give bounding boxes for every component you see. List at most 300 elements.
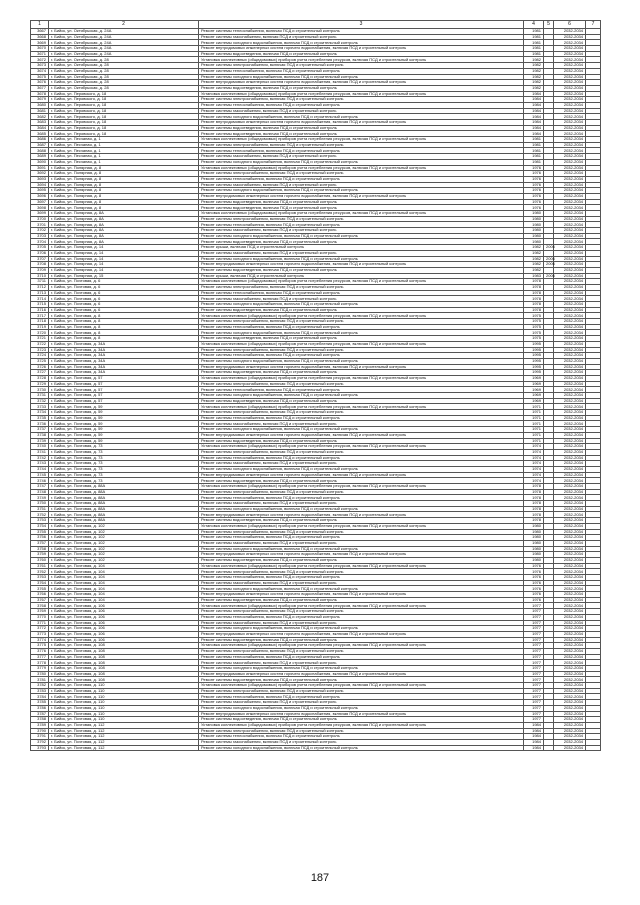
planned-period-cell: 2032-2034 bbox=[554, 216, 586, 222]
row-number-cell: 3732 bbox=[31, 398, 49, 404]
row-number-cell: 3677 bbox=[31, 85, 49, 91]
year-built-cell: 1976 bbox=[524, 193, 544, 199]
column-number: 2 bbox=[49, 21, 199, 29]
row-number-cell: 3735 bbox=[31, 415, 49, 421]
year-built-cell: 1980 bbox=[524, 523, 544, 529]
address-cell: г. Бийск, ул. Полярная, д. 8 bbox=[49, 199, 199, 205]
row-number-cell: 3702 bbox=[31, 228, 49, 234]
planned-period-cell: 2032-2034 bbox=[554, 410, 586, 416]
planned-period-cell: 2032-2034 bbox=[554, 432, 586, 438]
row-number-cell: 3750 bbox=[31, 501, 49, 507]
repair-schedule-table bbox=[30, 20, 601, 751]
year-built-cell: 1976 bbox=[524, 569, 544, 575]
year-built-cell: 1984 bbox=[524, 91, 544, 97]
planned-period-cell: 2032-2034 bbox=[554, 182, 586, 188]
planned-period-cell: 2032-2034 bbox=[554, 557, 586, 563]
work-type-cell: Ремонт системы теплоснабжения, включая ПСД и строительный контроль bbox=[199, 68, 524, 74]
row-number-cell: 3792 bbox=[31, 739, 49, 745]
address-cell: г. Бийск, ул. Почтовая, д. 73 bbox=[49, 466, 199, 472]
work-type-cell: Ремонт системы холодного водоснабжения, включая ПСД и строительный контроль bbox=[199, 40, 524, 46]
planned-period-cell: 2032-2034 bbox=[554, 40, 586, 46]
planned-period-cell: 2032-2034 bbox=[554, 137, 586, 143]
year-built-cell: 1974 bbox=[524, 472, 544, 478]
year-built-cell: 1982 bbox=[524, 63, 544, 69]
planned-period-cell: 2032-2034 bbox=[554, 552, 586, 558]
row-number-cell: 3669 bbox=[31, 40, 49, 46]
planned-period-cell: 2032-2034 bbox=[554, 489, 586, 495]
address-cell: г. Бийск, ул. Почтовая, д. 57 bbox=[49, 393, 199, 399]
work-type-cell: Ремонт системы водоотведения, включая ПСД и строительный контроль bbox=[199, 125, 524, 131]
row-number-cell: 3745 bbox=[31, 472, 49, 478]
planned-period-cell: 2032-2034 bbox=[554, 495, 586, 501]
planned-period-cell: 2032-2034 bbox=[554, 239, 586, 245]
work-type-cell: Ремонт системы холодного водоснабжения, включая ПСД и строительный контроль bbox=[199, 159, 524, 165]
planned-period-cell: 2032-2034 bbox=[554, 80, 586, 86]
address-cell: г. Бийск, ул. Полярная, д. 8 bbox=[49, 171, 199, 177]
work-type-cell: Ремонт системы теплоснабжения, включая ПСД и строительный контроль bbox=[199, 353, 524, 359]
planned-period-cell: 2032-2034 bbox=[554, 108, 586, 114]
work-type-cell: Ремонт внутридомовых инженерных систем горячего водоснабжения, включая ПСД и строительный контроль bbox=[199, 80, 524, 86]
planned-period-cell: 2032-2034 bbox=[554, 290, 586, 296]
planned-period-cell: 2032-2034 bbox=[554, 700, 586, 706]
row-number-cell: 3726 bbox=[31, 364, 49, 370]
row-number-cell: 3785 bbox=[31, 700, 49, 706]
address-cell: г. Бийск, ул. Октябрьская, д. 24А bbox=[49, 46, 199, 52]
address-cell: г. Бийск, ул. Почтовая, д. 104 bbox=[49, 569, 199, 575]
row-number-cell: 3676 bbox=[31, 80, 49, 86]
year-built-cell: 1975 bbox=[524, 330, 544, 336]
work-type-cell: Установка коллективных (общедомовых) приборов учета потребления ресурсов, включая ПСД и строительный контроль bbox=[199, 57, 524, 63]
address-cell: г. Бийск, ул. Полярная, д. 8А bbox=[49, 228, 199, 234]
year-built-cell: 1977 bbox=[524, 666, 544, 672]
work-type-cell: Ремонт системы теплоснабжения, включая ПСД и строительный контроль bbox=[199, 222, 524, 228]
work-type-cell: Ремонт системы холодного водоснабжения, включая ПСД и строительный контроль bbox=[199, 466, 524, 472]
address-cell: г. Бийск, ул. Октябрьская, д. 24А bbox=[49, 34, 199, 40]
year-built-cell: 1980 bbox=[524, 222, 544, 228]
row-number-cell: 3720 bbox=[31, 330, 49, 336]
row-number-cell: 3717 bbox=[31, 313, 49, 319]
row-number-cell: 3738 bbox=[31, 432, 49, 438]
address-cell: г. Бийск, ул. Почтовая, д. 102 bbox=[49, 529, 199, 535]
planned-period-cell: 2032-2034 bbox=[554, 250, 586, 256]
planned-period-cell: 2032-2034 bbox=[554, 262, 586, 268]
planned-period-cell: 2032-2034 bbox=[554, 466, 586, 472]
row-number-cell: 3698 bbox=[31, 205, 49, 211]
year-built-cell: 1984 bbox=[524, 745, 544, 751]
work-type-cell: Ремонт системы холодного водоснабжения, включая ПСД и строительный контроль bbox=[199, 256, 524, 262]
row-number-cell: 3760 bbox=[31, 557, 49, 563]
work-type-cell: Ремонт системы холодного водоснабжения, включая ПСД и строительный контроль bbox=[199, 233, 524, 239]
address-cell: г. Бийск, ул. Почтовая, д. 102 bbox=[49, 540, 199, 546]
work-type-cell: Ремонт системы холодного водоснабжения, включая ПСД и строительный контроль bbox=[199, 586, 524, 592]
year-built-cell: 1975 bbox=[524, 313, 544, 319]
address-cell: г. Бийск, ул. Почтовая, д. 6 bbox=[49, 279, 199, 285]
address-cell: г. Бийск, ул. Почтовая, д. 73 bbox=[49, 478, 199, 484]
address-cell: г. Бийск, ул. Почтовая, д. 106 bbox=[49, 620, 199, 626]
work-type-cell: Установка коллективных (общедомовых) приборов учета потребления ресурсов, включая ПСД и строительный контроль bbox=[199, 484, 524, 490]
planned-period-cell: 2032-2034 bbox=[554, 302, 586, 308]
planned-period-cell: 2032-2034 bbox=[554, 97, 586, 103]
planned-period-cell: 2032-2034 bbox=[554, 387, 586, 393]
row-number-cell: 3697 bbox=[31, 199, 49, 205]
row-number-cell: 3769 bbox=[31, 609, 49, 615]
address-cell: г. Бийск, ул. Почтовая, д. 108 bbox=[49, 677, 199, 683]
planned-period-cell: 2032-2034 bbox=[554, 330, 586, 336]
year-built-cell: 1971 bbox=[524, 404, 544, 410]
address-cell: г. Бийск, ул. Почтовая, д. 102 bbox=[49, 523, 199, 529]
year-built-cell: 1978 bbox=[524, 518, 544, 524]
year-built-cell: 1971 bbox=[524, 427, 544, 433]
year-built-cell: 1969 bbox=[524, 375, 544, 381]
year-built-cell: 1982 bbox=[524, 85, 544, 91]
planned-period-cell: 2032-2034 bbox=[554, 233, 586, 239]
work-type-cell: Ремонт системы газоснабжения, включая ПСД и строительный контроль bbox=[199, 154, 524, 160]
year-built-cell: 1984 bbox=[524, 734, 544, 740]
address-cell: г. Бийск, ул. Почтовая, д. 110 bbox=[49, 717, 199, 723]
row-number-cell: 3668 bbox=[31, 34, 49, 40]
row-number-cell: 3744 bbox=[31, 466, 49, 472]
year-built-cell: 1980 bbox=[524, 216, 544, 222]
year-built-cell: 1982 bbox=[524, 256, 544, 262]
year-built-cell: 1977 bbox=[524, 660, 544, 666]
work-type-cell: Ремонт системы газоснабжения, включая ПСД и строительный контроль bbox=[199, 660, 524, 666]
address-cell: г. Бийск, ул. Почтовая, д. 73 bbox=[49, 455, 199, 461]
year-built-cell: 1977 bbox=[524, 654, 544, 660]
year-built-cell: 1974 bbox=[524, 444, 544, 450]
year-built-cell: 1980 bbox=[524, 228, 544, 234]
year-built-cell: 1976 bbox=[524, 188, 544, 194]
row-number-cell: 3757 bbox=[31, 540, 49, 546]
year-built-cell: 1981 bbox=[524, 40, 544, 46]
row-number-cell: 3749 bbox=[31, 495, 49, 501]
year-built-cell: 1984 bbox=[524, 102, 544, 108]
planned-period-cell: 2032-2034 bbox=[554, 398, 586, 404]
address-cell: г. Бийск, ул. Почтовая, д. 108 bbox=[49, 643, 199, 649]
column-number: 5 bbox=[544, 21, 554, 29]
address-cell: г. Бийск, ул. Почтовая, д. 59 bbox=[49, 404, 199, 410]
row-number-cell: 3729 bbox=[31, 381, 49, 387]
planned-period-cell: 2032-2034 bbox=[554, 734, 586, 740]
planned-period-cell: 2032-2034 bbox=[554, 614, 586, 620]
row-number-cell: 3685 bbox=[31, 131, 49, 137]
year-built-cell: 1982 bbox=[524, 74, 544, 80]
address-cell: г. Бийск, ул. Почтовая, д. 112 bbox=[49, 739, 199, 745]
work-type-cell: Установка коллективных (общедомовых) приборов учета потребления ресурсов, включая ПСД и строительный контроль bbox=[199, 683, 524, 689]
planned-period-cell: 2032-2034 bbox=[554, 654, 586, 660]
address-cell: г. Бийск, ул. Полярная, д. 14 bbox=[49, 267, 199, 273]
row-number-cell: 3775 bbox=[31, 643, 49, 649]
address-cell: г. Бийск, ул. Почтовая, д. 8 bbox=[49, 319, 199, 325]
address-cell: г. Бийск, ул. Полярная, д. 15 bbox=[49, 273, 199, 279]
row-number-cell: 3759 bbox=[31, 552, 49, 558]
address-cell: г. Бийск, ул. Песчаная, д. 1 bbox=[49, 159, 199, 165]
work-type-cell: Ремонт системы теплоснабжения, включая ПСД и строительный контроль bbox=[199, 102, 524, 108]
row-number-cell: 3731 bbox=[31, 393, 49, 399]
row-number-cell: 3773 bbox=[31, 631, 49, 637]
planned-period-cell: 2032-2034 bbox=[554, 120, 586, 126]
work-type-cell: Ремонт системы теплоснабжения, включая ПСД и строительный контроль bbox=[199, 694, 524, 700]
planned-period-cell: 2032-2034 bbox=[554, 472, 586, 478]
planned-period-cell: 2032-2034 bbox=[554, 637, 586, 643]
row-number-cell: 3715 bbox=[31, 302, 49, 308]
row-number-cell: 3696 bbox=[31, 193, 49, 199]
address-cell: г. Бийск, ул. Перовского, д. 18 bbox=[49, 131, 199, 137]
work-type-cell: Ремонт системы холодного водоснабжения, включая ПСД и строительный контроль bbox=[199, 330, 524, 336]
year-built-cell: 1977 bbox=[524, 620, 544, 626]
work-type-cell: Ремонт системы теплоснабжения, включая ПСД и строительный контроль bbox=[199, 324, 524, 330]
address-cell: г. Бийск, ул. Почтовая, д. 108 bbox=[49, 660, 199, 666]
address-cell: г. Бийск, ул. Перовского, д. 18 bbox=[49, 125, 199, 131]
row-number-cell: 3679 bbox=[31, 97, 49, 103]
year-built-cell: 1976 bbox=[524, 575, 544, 581]
work-type-cell: Ремонт внутридомовых инженерных систем горячего водоснабжения, включая ПСД и строительный контроль bbox=[199, 432, 524, 438]
year-built-cell: 1976 bbox=[524, 592, 544, 598]
planned-period-cell: 2032-2034 bbox=[554, 85, 586, 91]
work-type-cell: Ремонт системы холодного водоснабжения, включая ПСД и строительный контроль bbox=[199, 705, 524, 711]
work-type-cell: Ремонт системы газоснабжения, включая ПСД и строительный контроль bbox=[199, 700, 524, 706]
work-type-cell: Ремонт системы газоснабжения, включая ПСД и строительный контроль bbox=[199, 250, 524, 256]
planned-period-cell: 2032-2034 bbox=[554, 46, 586, 52]
work-type-cell: Ремонт системы электроснабжения, включая ПСД и строительный контроль bbox=[199, 381, 524, 387]
row-number-cell: 3709 bbox=[31, 267, 49, 273]
row-number-cell: 3667 bbox=[31, 29, 49, 35]
address-cell: г. Бийск, ул. Почтовая, д. 112 bbox=[49, 722, 199, 728]
row-number-cell: 3737 bbox=[31, 427, 49, 433]
row-number-cell: 3683 bbox=[31, 120, 49, 126]
planned-period-cell: 2032-2034 bbox=[554, 660, 586, 666]
row-number-cell: 3752 bbox=[31, 512, 49, 518]
planned-period-cell: 2032-2034 bbox=[554, 455, 586, 461]
row-number-cell: 3736 bbox=[31, 421, 49, 427]
row-number-cell: 3670 bbox=[31, 46, 49, 52]
work-type-cell: Ремонт системы теплоснабжения, включая ПСД и строительный контроль bbox=[199, 176, 524, 182]
row-number-cell: 3688 bbox=[31, 148, 49, 154]
work-type-cell: Ремонт системы холодного водоснабжения, включая ПСД и строительный контроль bbox=[199, 546, 524, 552]
planned-period-cell: 2032-2034 bbox=[554, 68, 586, 74]
work-type-cell: Ремонт системы водоотведения, включая ПСД и строительный контроль bbox=[199, 131, 524, 137]
planned-period-cell: 2032-2034 bbox=[554, 102, 586, 108]
year-built-cell: 1977 bbox=[524, 637, 544, 643]
work-type-cell: Ремонт системы электроснабжения, включая ПСД и строительный контроль bbox=[199, 489, 524, 495]
row-number-cell: 3713 bbox=[31, 290, 49, 296]
address-cell: г. Бийск, ул. Октябрьская, д. 28 bbox=[49, 57, 199, 63]
year-built-cell: 1978 bbox=[524, 506, 544, 512]
address-cell: г. Бийск, ул. Почтовая, д. 6 bbox=[49, 290, 199, 296]
work-type-cell: Ремонт системы электроснабжения, включая ПСД и строительный контроль bbox=[199, 97, 524, 103]
address-cell: г. Бийск, ул. Октябрьская, д. 28 bbox=[49, 63, 199, 69]
row-number-cell: 3725 bbox=[31, 358, 49, 364]
year-built-cell: 1977 bbox=[524, 688, 544, 694]
column-number: 1 bbox=[31, 21, 49, 29]
year-built-cell: 1976 bbox=[524, 563, 544, 569]
year-built-cell: 1995 bbox=[524, 353, 544, 359]
document-sheet bbox=[30, 20, 600, 751]
column-number: 4 bbox=[524, 21, 544, 29]
work-type-cell: Ремонт системы водоотведения, включая ПСД и строительный контроль bbox=[199, 478, 524, 484]
planned-period-cell: 2032-2034 bbox=[554, 478, 586, 484]
planned-period-cell: 2032-2034 bbox=[554, 575, 586, 581]
address-cell: г. Бийск, ул. Почтовая, д. 8 bbox=[49, 324, 199, 330]
year-built-cell: 1995 bbox=[524, 347, 544, 353]
address-cell: г. Бийск, ул. Почтовая, д. 102 bbox=[49, 552, 199, 558]
year-built-cell: 1971 bbox=[524, 415, 544, 421]
work-type-cell: Ремонт системы теплоснабжения, включая ПСД и строительный контроль bbox=[199, 734, 524, 740]
year-built-cell: 1982 bbox=[524, 80, 544, 86]
address-cell: г. Бийск, ул. Перовского, д. 18 bbox=[49, 102, 199, 108]
row-number-cell: 3686 bbox=[31, 137, 49, 143]
work-type-cell: Ремонт системы холодного водоснабжения, включая ПСД и строительный контроль bbox=[199, 427, 524, 433]
row-number-cell: 3774 bbox=[31, 637, 49, 643]
work-type-cell: Ремонт системы водоотведения, включая ПСД и строительный контроль bbox=[199, 677, 524, 683]
work-type-cell: Ремонт системы водоотведения, включая ПСД и строительный контроль bbox=[199, 239, 524, 245]
work-type-cell: Ремонт системы теплоснабжения, включая ПСД и строительный контроль bbox=[199, 654, 524, 660]
row-number-cell: 3704 bbox=[31, 239, 49, 245]
year-built-cell: 1977 bbox=[524, 683, 544, 689]
year-built-cell: 1984 bbox=[524, 97, 544, 103]
year-built-cell: 1971 bbox=[524, 410, 544, 416]
year-built-cell: 1977 bbox=[524, 677, 544, 683]
last-repair-cell: 2006 bbox=[544, 262, 554, 268]
row-number-cell: 3716 bbox=[31, 307, 49, 313]
planned-period-cell: 2032-2034 bbox=[554, 29, 586, 35]
year-built-cell: 1980 bbox=[524, 239, 544, 245]
address-cell: г. Бийск, ул. Перовского, д. 18 bbox=[49, 97, 199, 103]
year-built-cell: 1977 bbox=[524, 717, 544, 723]
planned-period-cell: 2032-2034 bbox=[554, 501, 586, 507]
address-cell: г. Бийск, ул. Почтовая, д. 106 bbox=[49, 637, 199, 643]
row-number-cell: 3712 bbox=[31, 284, 49, 290]
year-built-cell: 1976 bbox=[524, 171, 544, 177]
row-number-cell: 3777 bbox=[31, 654, 49, 660]
work-type-cell: Ремонт системы электроснабжения, включая ПСД и строительный контроль bbox=[199, 609, 524, 615]
address-cell: г. Бийск, ул. Песчаная, д. 1 bbox=[49, 148, 199, 154]
planned-period-cell: 2032-2034 bbox=[554, 569, 586, 575]
address-cell: г. Бийск, ул. Песчаная, д. 1 bbox=[49, 142, 199, 148]
year-built-cell: 1974 bbox=[524, 478, 544, 484]
year-built-cell: 1984 bbox=[524, 131, 544, 137]
row-number-cell: 3780 bbox=[31, 671, 49, 677]
planned-period-cell: 2032-2034 bbox=[554, 347, 586, 353]
work-type-cell: Ремонт системы газоснабжения, включая ПСД и строительный контроль bbox=[199, 182, 524, 188]
planned-period-cell: 2032-2034 bbox=[554, 597, 586, 603]
work-type-cell: Ремонт внутридомовых инженерных систем горячего водоснабжения, включая ПСД и строительный контроль bbox=[199, 592, 524, 598]
address-cell: г. Бийск, ул. Почтовая, д. 102 bbox=[49, 557, 199, 563]
work-type-cell: Ремонт системы водоотведения, включая ПСД и строительный контроль bbox=[199, 267, 524, 273]
year-built-cell: 1981 bbox=[524, 34, 544, 40]
work-type-cell: Ремонт системы водоотведения, включая ПСД и строительный контроль bbox=[199, 637, 524, 643]
column-number: 3 bbox=[199, 21, 524, 29]
work-type-cell: Ремонт системы теплоснабжения, включая ПСД и строительный контроль bbox=[199, 148, 524, 154]
year-built-cell: 1980 bbox=[524, 535, 544, 541]
row-number-cell: 3778 bbox=[31, 660, 49, 666]
address-cell: г. Бийск, ул. Почтовая, д. 59 bbox=[49, 410, 199, 416]
year-built-cell: 1980 bbox=[524, 233, 544, 239]
row-number-cell: 3783 bbox=[31, 688, 49, 694]
planned-period-cell: 2032-2034 bbox=[554, 631, 586, 637]
planned-period-cell: 2032-2034 bbox=[554, 512, 586, 518]
work-type-cell: Ремонт системы электроснабжения, включая ПСД и строительный контроль bbox=[199, 347, 524, 353]
address-cell: г. Бийск, ул. Почтовая, д. 6 bbox=[49, 307, 199, 313]
address-cell: г. Бийск, ул. Почтовая, д. 88А bbox=[49, 512, 199, 518]
row-number-cell: 3693 bbox=[31, 176, 49, 182]
work-type-cell: Ремонт системы холодного водоснабжения, включая ПСД и строительный контроль bbox=[199, 745, 524, 751]
year-built-cell: 1977 bbox=[524, 603, 544, 609]
year-built-cell: 1984 bbox=[524, 722, 544, 728]
row-number-cell: 3754 bbox=[31, 523, 49, 529]
year-built-cell: 1980 bbox=[524, 211, 544, 217]
planned-period-cell: 2032-2034 bbox=[554, 284, 586, 290]
last-repair-cell: 2006 bbox=[544, 273, 554, 279]
work-type-cell: Ремонт системы водоотведения, включая ПСД и строительный контроль bbox=[199, 398, 524, 404]
address-cell: г. Бийск, ул. Почтовая, д. 110 bbox=[49, 700, 199, 706]
planned-period-cell: 2032-2034 bbox=[554, 57, 586, 63]
work-type-cell: Ремонт системы теплоснабжения, включая ПСД и строительный контроль bbox=[199, 614, 524, 620]
work-type-cell: Ремонт внутридомовых инженерных систем горячего водоснабжения, включая ПСД и строительный контроль bbox=[199, 120, 524, 126]
work-type-cell: Ремонт системы газоснабжения, включая ПСД и строительный контроль bbox=[199, 620, 524, 626]
planned-period-cell: 2032-2034 bbox=[554, 370, 586, 376]
row-number-cell: 3741 bbox=[31, 449, 49, 455]
planned-period-cell: 2032-2034 bbox=[554, 484, 586, 490]
year-built-cell: 1983 bbox=[524, 273, 544, 279]
planned-period-cell: 2032-2034 bbox=[554, 381, 586, 387]
row-number-cell: 3771 bbox=[31, 620, 49, 626]
year-built-cell: 1969 bbox=[524, 393, 544, 399]
row-number-cell: 3703 bbox=[31, 233, 49, 239]
planned-period-cell: 2032-2034 bbox=[554, 267, 586, 273]
row-number-cell: 3733 bbox=[31, 404, 49, 410]
year-built-cell: 1995 bbox=[524, 341, 544, 347]
work-type-cell: Ремонт внутридомовых инженерных систем горячего водоснабжения, включая ПСД и строительный контроль bbox=[199, 552, 524, 558]
planned-period-cell: 2032-2034 bbox=[554, 393, 586, 399]
row-number-cell: 3789 bbox=[31, 722, 49, 728]
planned-period-cell: 2032-2034 bbox=[554, 648, 586, 654]
address-cell: г. Бийск, ул. Почтовая, д. 57 bbox=[49, 381, 199, 387]
work-type-cell: Ремонт системы водоотведения, включая ПСД и строительный контроль bbox=[199, 85, 524, 91]
work-type-cell: Ремонт внутридомовых инженерных систем горячего водоснабжения, включая ПСД и строительный контроль bbox=[199, 472, 524, 478]
address-cell: г. Бийск, ул. Почтовая, д. 73 bbox=[49, 472, 199, 478]
planned-period-cell: 2032-2034 bbox=[554, 165, 586, 171]
row-number-cell: 3710 bbox=[31, 273, 49, 279]
work-type-cell: Ремонт системы теплоснабжения, включая ПСД и строительный контроль bbox=[199, 290, 524, 296]
planned-period-cell: 2032-2034 bbox=[554, 415, 586, 421]
note-cell bbox=[586, 745, 601, 751]
address-cell: г. Бийск, ул. Почтовая, д. 6 bbox=[49, 302, 199, 308]
address-cell: г. Бийск, ул. Почтовая, д. 34А bbox=[49, 341, 199, 347]
year-built-cell: 1995 bbox=[524, 370, 544, 376]
row-number-cell: 3755 bbox=[31, 529, 49, 535]
planned-period-cell: 2032-2034 bbox=[554, 34, 586, 40]
planned-period-cell: 2032-2034 bbox=[554, 211, 586, 217]
address-cell: г. Бийск, ул. Почтовая, д. 108 bbox=[49, 654, 199, 660]
address-cell: г. Бийск, ул. Песчаная, д. 1 bbox=[49, 154, 199, 160]
address-cell: г. Бийск, ул. Почтовая, д. 110 bbox=[49, 683, 199, 689]
year-built-cell: 1976 bbox=[524, 165, 544, 171]
address-cell: г. Бийск, ул. Почтовая, д. 6 bbox=[49, 284, 199, 290]
year-built-cell: 1975 bbox=[524, 319, 544, 325]
work-type-cell: Ремонт системы газоснабжения, включая ПСД и строительный контроль bbox=[199, 501, 524, 507]
work-type-cell: Ремонт системы электроснабжения, включая ПСД и строительный контроль bbox=[199, 569, 524, 575]
address-cell: г. Бийск, ул. Почтовая, д. 112 bbox=[49, 728, 199, 734]
planned-period-cell: 2032-2034 bbox=[554, 256, 586, 262]
work-type-cell: Ремонт системы газоснабжения, включая ПСД и строительный контроль bbox=[199, 108, 524, 114]
planned-period-cell: 2032-2034 bbox=[554, 421, 586, 427]
address-cell: г. Бийск, ул. Октябрьская, д. 24А bbox=[49, 40, 199, 46]
address-cell: г. Бийск, ул. Почтовая, д. 57 bbox=[49, 375, 199, 381]
work-type-cell: Ремонт системы холодного водоснабжения, включая ПСД и строительный контроль bbox=[199, 393, 524, 399]
year-built-cell: 1978 bbox=[524, 501, 544, 507]
year-built-cell: 1977 bbox=[524, 609, 544, 615]
work-type-cell: Ремонт системы газоснабжения, включая ПСД и строительный контроль bbox=[199, 34, 524, 40]
